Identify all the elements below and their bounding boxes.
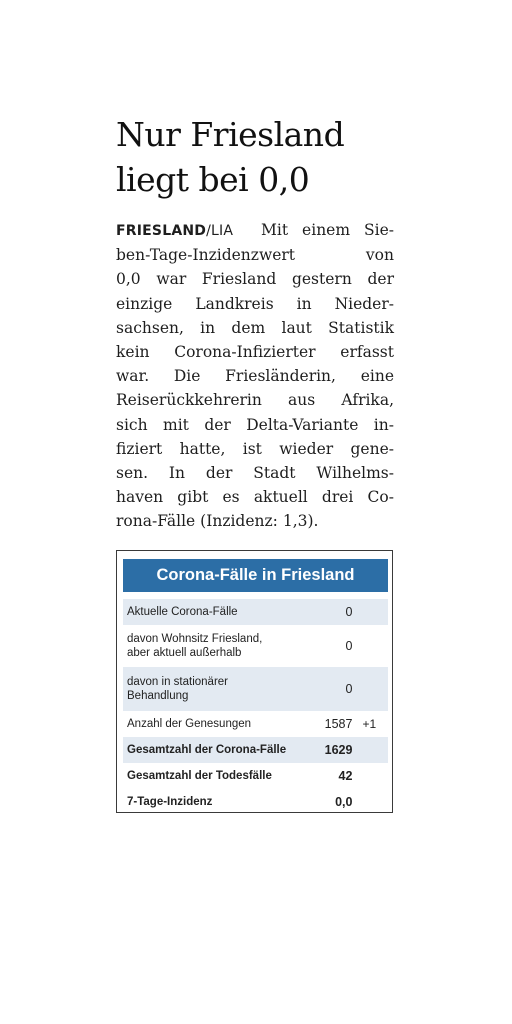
corona-stats-table (123, 599, 388, 815)
row-label-line: davon Wohnsitz Friesland, (127, 633, 263, 645)
article-line: haven gibt es aktuell drei Co- (116, 488, 394, 507)
row-delta (358, 789, 388, 815)
row-label: Aktuelle Corona-Fälle (123, 599, 314, 625)
dateline (116, 223, 233, 239)
article-line: sen. In der Stadt Wilhelms- (116, 464, 394, 483)
row-value: 0 (345, 639, 353, 653)
row-value: 0,0 (335, 795, 353, 809)
infobox-title: Corona-Fälle in Friesland (123, 559, 388, 592)
row-delta (358, 625, 388, 667)
table-row (123, 599, 388, 625)
row-label (123, 625, 314, 667)
row-label-line: Behandlung (127, 690, 189, 702)
row-delta (358, 763, 388, 789)
row-label-line: davon in stationärer (127, 676, 229, 688)
table-row (123, 667, 388, 711)
article-line: 0,0 war Friesland gestern der (116, 270, 394, 289)
table-row (123, 625, 388, 667)
article-line: ben-Tage-Inzidenzwert von (116, 246, 394, 265)
article-line: sich mit der Delta-Variante in- (116, 415, 394, 434)
row-delta (358, 737, 388, 763)
article-line: sachsen, in dem laut Statistik (116, 318, 394, 337)
headline-line-2: liegt bei 0,0 (116, 160, 310, 199)
row-delta: +1 (362, 717, 377, 731)
dateline-author: /LIA (206, 223, 234, 239)
table-row (123, 789, 388, 815)
article-line: rona-Fälle (Inzidenz: 1,3). (116, 512, 319, 531)
row-label-line: aber aktuell außerhalb (127, 647, 242, 659)
article-headline (116, 112, 416, 202)
row-label: Gesamtzahl der Todesfälle (127, 770, 272, 782)
row-label: 7-Tage-Inzidenz (127, 796, 213, 808)
row-value: 0 (314, 667, 359, 711)
table-row (123, 737, 388, 763)
article-line: kein Corona-Infizierter erfasst (116, 343, 394, 362)
article-first-line (116, 218, 394, 243)
table-row (123, 711, 388, 737)
article-line: einzige Landkreis in Nieder- (116, 294, 394, 313)
row-delta (358, 599, 388, 625)
row-delta (358, 667, 388, 711)
table-row (123, 763, 388, 789)
row-label: Gesamtzahl der Corona-Fälle (123, 737, 314, 763)
article-line: war. Die Friesländerin, eine (116, 367, 394, 386)
row-value: 42 (338, 769, 353, 783)
headline-line-1: Nur Friesland (116, 115, 345, 154)
row-value: 1629 (314, 737, 359, 763)
dateline-place: FRIESLAND (116, 223, 207, 239)
article-body (116, 218, 394, 534)
row-label (123, 667, 314, 711)
article-line: fiziert hatte, ist wieder gene- (116, 439, 394, 458)
row-value: 1587 (324, 717, 353, 731)
article-line: Reiserückkehrerin aus Afrika, (116, 391, 394, 410)
row-value: 0 (314, 599, 359, 625)
first-line-text: Mit einem Sie- (261, 221, 394, 239)
corona-infobox (116, 550, 393, 813)
row-label: Anzahl der Genesungen (127, 718, 252, 730)
